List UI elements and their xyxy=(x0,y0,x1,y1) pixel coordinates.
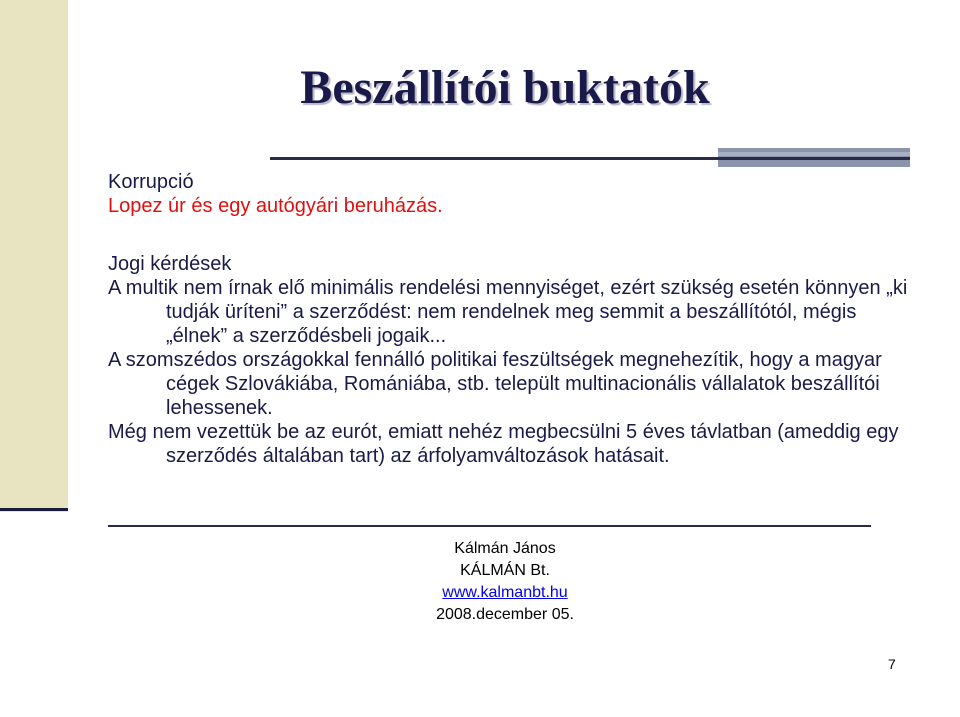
section-heading-legal: Jogi kérdések xyxy=(108,253,232,275)
slide-title: Beszállítói buktatók xyxy=(300,61,710,114)
page-number: 7 xyxy=(888,656,896,672)
website-link[interactable]: www.kalmanbt.hu xyxy=(442,584,568,601)
title-rule-accent-stripe xyxy=(718,152,910,156)
legal-paragraph: Még nem vezettük be az eurót, emiatt nehéz megbecsülni 5 éves távlatban (ameddig egy szerződés általában tart) az árfolyamváltozások hatásait. xyxy=(108,421,899,467)
signature-block xyxy=(380,538,630,626)
slide-body xyxy=(108,170,908,468)
corruption-example: Lopez úr és egy autógyári beruházás. xyxy=(108,195,443,217)
section-gap xyxy=(108,218,908,252)
signature-date: 2008.december 05. xyxy=(436,606,574,623)
legal-paragraph: A multik nem írnak elő minimális rendelési mennyiséget, ezért szükség esetén könnyen „ki tudják üríteni” a szerződést: nem rendelnek meg semmit a beszállítótól, mégis „élnek” a szerződésbeli jogaik... xyxy=(108,277,908,347)
title-rule xyxy=(270,157,910,160)
author-name: Kálmán János xyxy=(454,540,556,557)
legal-paragraph: A szomszédos országokkal fennálló politikai feszültségek megnehezítik, hogy a magyar cégek Szlovákiába, Romániába, stb. települt multinacionális vállalatok beszállítói lehessenek. xyxy=(108,349,882,419)
section-heading-corruption: Korrupció xyxy=(108,171,194,193)
company-name: KÁLMÁN Bt. xyxy=(460,562,550,579)
footer-rule xyxy=(108,525,871,527)
left-band-underline xyxy=(0,508,68,511)
